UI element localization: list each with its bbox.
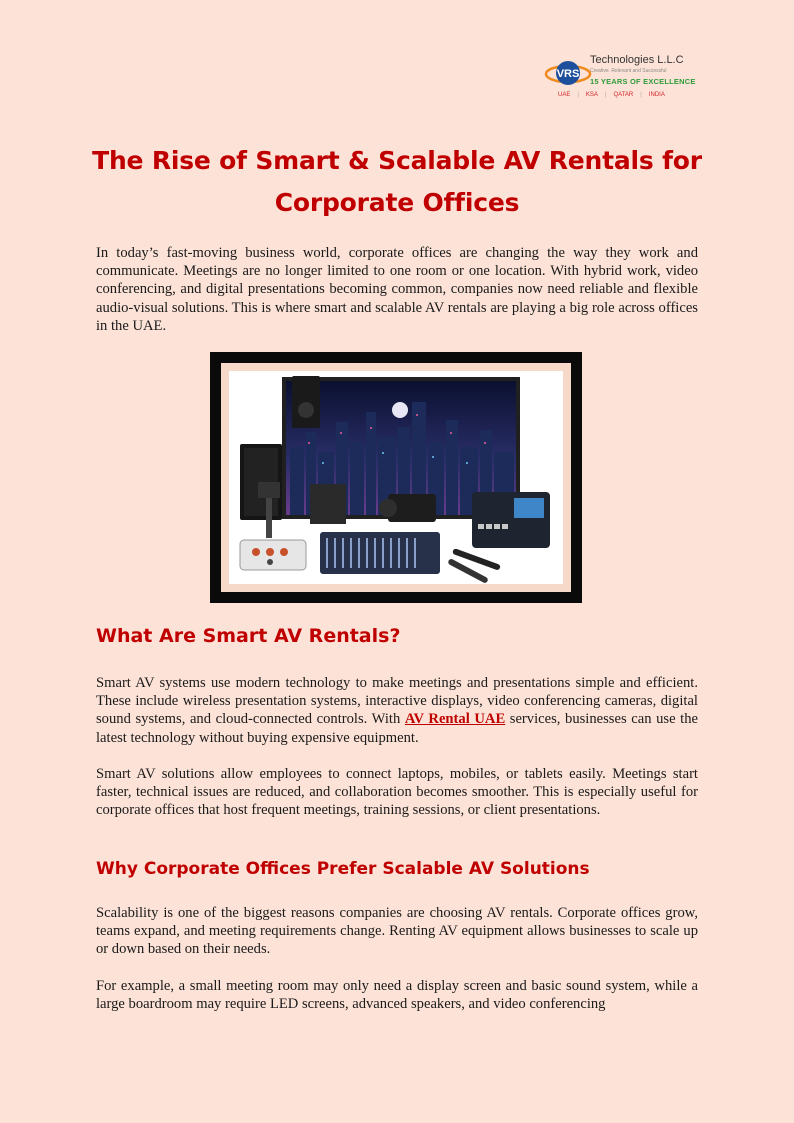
scalable-av-paragraph-2: For example, a small meeting room may only need a display screen and basic sound system, while a large boardroom may require LED screens, advanced speakers, and video conferencing: [96, 978, 698, 1013]
region-uae: UAE: [558, 92, 571, 98]
smart-av-paragraph-1: [96, 674, 698, 747]
company-logo: [544, 54, 704, 104]
logo-company-name: Technologies L.L.C: [590, 54, 684, 66]
region-qatar: QATAR: [613, 92, 634, 98]
region-ksa: KSA: [585, 92, 598, 98]
av-rental-uae-link[interactable]: AV Rental UAE: [404, 711, 506, 728]
logo-years-badge: 15 YEARS OF EXCELLENCE: [590, 77, 696, 86]
scalable-av-paragraph-1: Scalability is one of the biggest reasons companies are choosing AV rentals. Corporate offices grow, teams expand, and meeting requirements change. Renting AV equipment allows businesses to scale up or down based on their needs.: [96, 905, 698, 958]
logo-tagline: Creative. Relevant and Successful: [590, 68, 667, 74]
page-title: The Rise of Smart & Scalable AV Rentals for Corporate Offices: [92, 146, 702, 217]
av-equipment-illustration: [210, 352, 582, 603]
smart-av-text-before-link: Smart AV systems use modern technology to make meetings and presentations simple and efficient. These include wireless presentation systems, interactive displays, video conferencing cameras, digital sound systems, and cloud-connected controls. With: [96, 675, 698, 728]
smart-av-paragraph-2: Smart AV solutions allow employees to connect laptops, mobiles, or tablets easily. Meetings start faster, technical issues are reduced, and collaboration becomes smoother. This is especially useful for corporate offices that host frequent meetings, training sessions, or client presentations.: [96, 766, 698, 819]
vrs-globe-icon: [544, 56, 592, 92]
section-heading-scalable-av: Why Corporate Offices Prefer Scalable AV Solutions: [96, 859, 590, 879]
svg-text:VRS: VRS: [556, 68, 580, 80]
region-india: INDIA: [648, 92, 665, 98]
hero-image: [210, 352, 582, 603]
intro-paragraph: In today’s fast-moving business world, corporate offices are changing the way they work and communicate. Meetings are no longer limited to one room or one location. With hybrid work, video conferencing, and digital presentations becoming common, companies now need reliable and flexible audio-visual solutions. This is where smart and scalable AV rentals are playing a big role across offices in the UAE.: [96, 245, 698, 334]
smart-av-text-after-link: services, businesses can use the latest technology without buying expensive equipment.: [96, 711, 698, 746]
section-heading-smart-av: What Are Smart AV Rentals?: [96, 625, 401, 647]
logo-regions: UAE | KSA | QATAR | INDIA: [558, 92, 665, 98]
